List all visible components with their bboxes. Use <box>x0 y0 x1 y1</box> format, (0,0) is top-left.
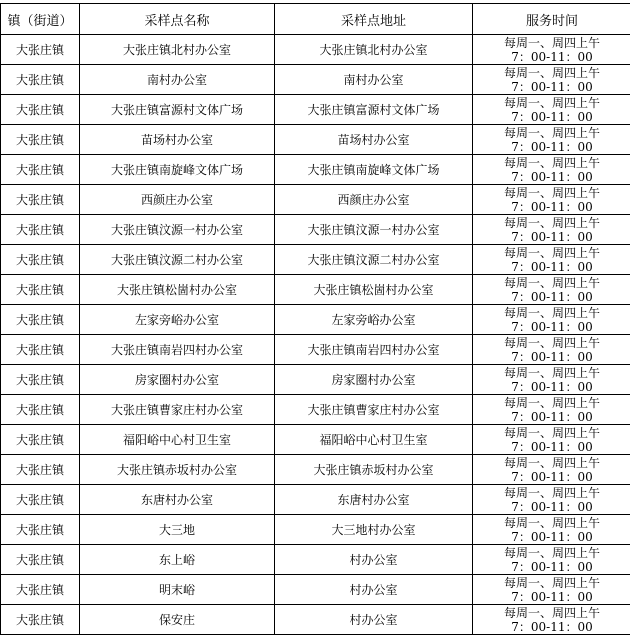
cell-town: 大张庄镇 <box>1 545 80 575</box>
cell-service-time <box>473 125 630 155</box>
header-point-address: 采样点地址 <box>275 4 473 35</box>
cell-service-time <box>473 215 630 245</box>
service-time-days: 每周一、周四上午 <box>503 275 600 290</box>
cell-service-time <box>473 395 630 425</box>
cell-point-name: 南村办公室 <box>80 65 275 95</box>
cell-point-address: 村办公室 <box>275 575 473 605</box>
cell-point-address: 大张庄镇汶源二村办公室 <box>275 245 473 275</box>
service-time-days: 每周一、周四上午 <box>503 155 600 170</box>
service-time-hours: 7：00-11：00 <box>511 469 593 484</box>
cell-point-address: 福阳峪中心村卫生室 <box>275 425 473 455</box>
cell-point-address: 大张庄镇曹家庄村办公室 <box>275 395 473 425</box>
table-row <box>1 455 630 485</box>
cell-service-time <box>473 305 630 335</box>
cell-town: 大张庄镇 <box>1 245 80 275</box>
cell-point-address: 村办公室 <box>275 545 473 575</box>
cell-point-address: 西颜庄办公室 <box>275 185 473 215</box>
cell-point-address: 大张庄镇赤坂村办公室 <box>275 455 473 485</box>
cell-point-address: 大张庄镇南旋峰文体广场 <box>275 155 473 185</box>
service-time-hours: 7：00-11：00 <box>511 199 593 214</box>
table-row <box>1 155 630 185</box>
cell-point-name: 大张庄镇富源村文体广场 <box>80 95 275 125</box>
service-time-hours: 7：00-11：00 <box>511 409 593 424</box>
service-time-hours: 7：00-11：00 <box>511 619 593 634</box>
table-row <box>1 545 630 575</box>
cell-point-name: 大张庄镇汶源一村办公室 <box>80 215 275 245</box>
cell-service-time <box>473 245 630 275</box>
service-time-days: 每周一、周四上午 <box>503 335 600 350</box>
table-row <box>1 515 630 545</box>
cell-point-name: 大张庄镇赤坂村办公室 <box>80 455 275 485</box>
service-time-hours: 7：00-11：00 <box>511 169 593 184</box>
service-time-days: 每周一、周四上午 <box>503 125 600 140</box>
cell-point-name: 大张庄镇南旋峰文体广场 <box>80 155 275 185</box>
service-time-hours: 7：00-11：00 <box>511 79 593 94</box>
cell-point-address: 南村办公室 <box>275 65 473 95</box>
cell-point-address: 大张庄镇南岩四村办公室 <box>275 335 473 365</box>
cell-town: 大张庄镇 <box>1 485 80 515</box>
cell-point-address: 大张庄镇松崮村办公室 <box>275 275 473 305</box>
cell-service-time <box>473 155 630 185</box>
table-row <box>1 395 630 425</box>
service-time-days: 每周一、周四上午 <box>503 485 600 500</box>
cell-town: 大张庄镇 <box>1 125 80 155</box>
table-row <box>1 65 630 95</box>
service-time-days: 每周一、周四上午 <box>503 515 600 530</box>
cell-service-time <box>473 455 630 485</box>
cell-service-time <box>473 35 630 65</box>
service-time-hours: 7：00-11：00 <box>511 529 593 544</box>
cell-point-name: 大张庄镇南岩四村办公室 <box>80 335 275 365</box>
cell-point-address: 东唐村办公室 <box>275 485 473 515</box>
cell-town: 大张庄镇 <box>1 515 80 545</box>
header-row <box>1 4 630 35</box>
cell-point-name: 房家圈村办公室 <box>80 365 275 395</box>
cell-service-time <box>473 485 630 515</box>
cell-service-time <box>473 335 630 365</box>
header-service-time: 服务时间 <box>473 4 630 35</box>
cell-service-time <box>473 605 630 635</box>
service-time-hours: 7：00-11：00 <box>511 349 593 364</box>
service-time-hours: 7：00-11：00 <box>511 109 593 124</box>
service-time-days: 每周一、周四上午 <box>503 215 600 230</box>
cell-point-address: 大三地村办公室 <box>275 515 473 545</box>
service-time-hours: 7：00-11：00 <box>511 589 593 604</box>
cell-point-name: 大张庄镇曹家庄村办公室 <box>80 395 275 425</box>
cell-town: 大张庄镇 <box>1 455 80 485</box>
service-time-days: 每周一、周四上午 <box>503 575 600 590</box>
table-row <box>1 215 630 245</box>
service-time-days: 每周一、周四上午 <box>503 245 600 260</box>
service-time-hours: 7：00-11：00 <box>511 439 593 454</box>
cell-point-name: 东上峪 <box>80 545 275 575</box>
cell-town: 大张庄镇 <box>1 575 80 605</box>
table-row <box>1 575 630 605</box>
cell-point-name: 福阳峪中心村卫生室 <box>80 425 275 455</box>
service-time-hours: 7：00-11：00 <box>511 229 593 244</box>
service-time-hours: 7：00-11：00 <box>511 259 593 274</box>
cell-point-name: 大张庄镇汶源二村办公室 <box>80 245 275 275</box>
service-time-days: 每周一、周四上午 <box>503 305 600 320</box>
cell-point-address: 大张庄镇富源村文体广场 <box>275 95 473 125</box>
service-time-days: 每周一、周四上午 <box>503 35 600 50</box>
service-time-hours: 7：00-11：00 <box>511 49 593 64</box>
cell-point-address: 大张庄镇汶源一村办公室 <box>275 215 473 245</box>
cell-point-name: 东唐村办公室 <box>80 485 275 515</box>
cell-service-time <box>473 275 630 305</box>
cell-point-address: 房家圈村办公室 <box>275 365 473 395</box>
cell-service-time <box>473 545 630 575</box>
service-time-hours: 7：00-11：00 <box>511 139 593 154</box>
cell-town: 大张庄镇 <box>1 35 80 65</box>
table-row <box>1 335 630 365</box>
cell-point-address: 村办公室 <box>275 605 473 635</box>
cell-service-time <box>473 575 630 605</box>
table-row <box>1 305 630 335</box>
cell-point-name: 明末峪 <box>80 575 275 605</box>
table-row <box>1 245 630 275</box>
sampling-points-table <box>0 3 630 635</box>
service-time-hours: 7：00-11：00 <box>511 499 593 514</box>
cell-town: 大张庄镇 <box>1 155 80 185</box>
cell-service-time <box>473 95 630 125</box>
service-time-days: 每周一、周四上午 <box>503 425 600 440</box>
cell-town: 大张庄镇 <box>1 215 80 245</box>
cell-town: 大张庄镇 <box>1 95 80 125</box>
service-time-days: 每周一、周四上午 <box>503 605 600 620</box>
cell-service-time <box>473 425 630 455</box>
service-time-hours: 7：00-11：00 <box>511 559 593 574</box>
cell-point-name: 大张庄镇北村办公室 <box>80 35 275 65</box>
table-row <box>1 185 630 215</box>
cell-point-name: 苗场村办公室 <box>80 125 275 155</box>
service-time-days: 每周一、周四上午 <box>503 185 600 200</box>
table-row <box>1 425 630 455</box>
cell-point-name: 大三地 <box>80 515 275 545</box>
header-town: 镇（街道） <box>1 4 80 35</box>
service-time-hours: 7：00-11：00 <box>511 319 593 334</box>
service-time-days: 每周一、周四上午 <box>503 455 600 470</box>
table-row <box>1 365 630 395</box>
header-point-name: 采样点名称 <box>80 4 275 35</box>
cell-point-name: 西颜庄办公室 <box>80 185 275 215</box>
cell-service-time <box>473 365 630 395</box>
table-row <box>1 35 630 65</box>
cell-point-address: 大张庄镇北村办公室 <box>275 35 473 65</box>
table-row <box>1 605 630 635</box>
cell-town: 大张庄镇 <box>1 395 80 425</box>
cell-town: 大张庄镇 <box>1 605 80 635</box>
cell-point-address: 苗场村办公室 <box>275 125 473 155</box>
cell-town: 大张庄镇 <box>1 65 80 95</box>
service-time-hours: 7：00-11：00 <box>511 289 593 304</box>
cell-town: 大张庄镇 <box>1 335 80 365</box>
service-time-days: 每周一、周四上午 <box>503 365 600 380</box>
table-row <box>1 125 630 155</box>
service-time-days: 每周一、周四上午 <box>503 95 600 110</box>
table-row <box>1 95 630 125</box>
cell-town: 大张庄镇 <box>1 185 80 215</box>
service-time-days: 每周一、周四上午 <box>503 65 600 80</box>
table-row <box>1 485 630 515</box>
cell-town: 大张庄镇 <box>1 275 80 305</box>
cell-point-name: 大张庄镇松崮村办公室 <box>80 275 275 305</box>
cell-town: 大张庄镇 <box>1 305 80 335</box>
service-time-days: 每周一、周四上午 <box>503 545 600 560</box>
service-time-days: 每周一、周四上午 <box>503 395 600 410</box>
cell-town: 大张庄镇 <box>1 365 80 395</box>
cell-service-time <box>473 515 630 545</box>
cell-point-address: 左家旁峪办公室 <box>275 305 473 335</box>
cell-point-name: 保安庄 <box>80 605 275 635</box>
cell-service-time <box>473 65 630 95</box>
service-time-hours: 7：00-11：00 <box>511 379 593 394</box>
table-row <box>1 275 630 305</box>
cell-town: 大张庄镇 <box>1 425 80 455</box>
cell-service-time <box>473 185 630 215</box>
cell-point-name: 左家旁峪办公室 <box>80 305 275 335</box>
